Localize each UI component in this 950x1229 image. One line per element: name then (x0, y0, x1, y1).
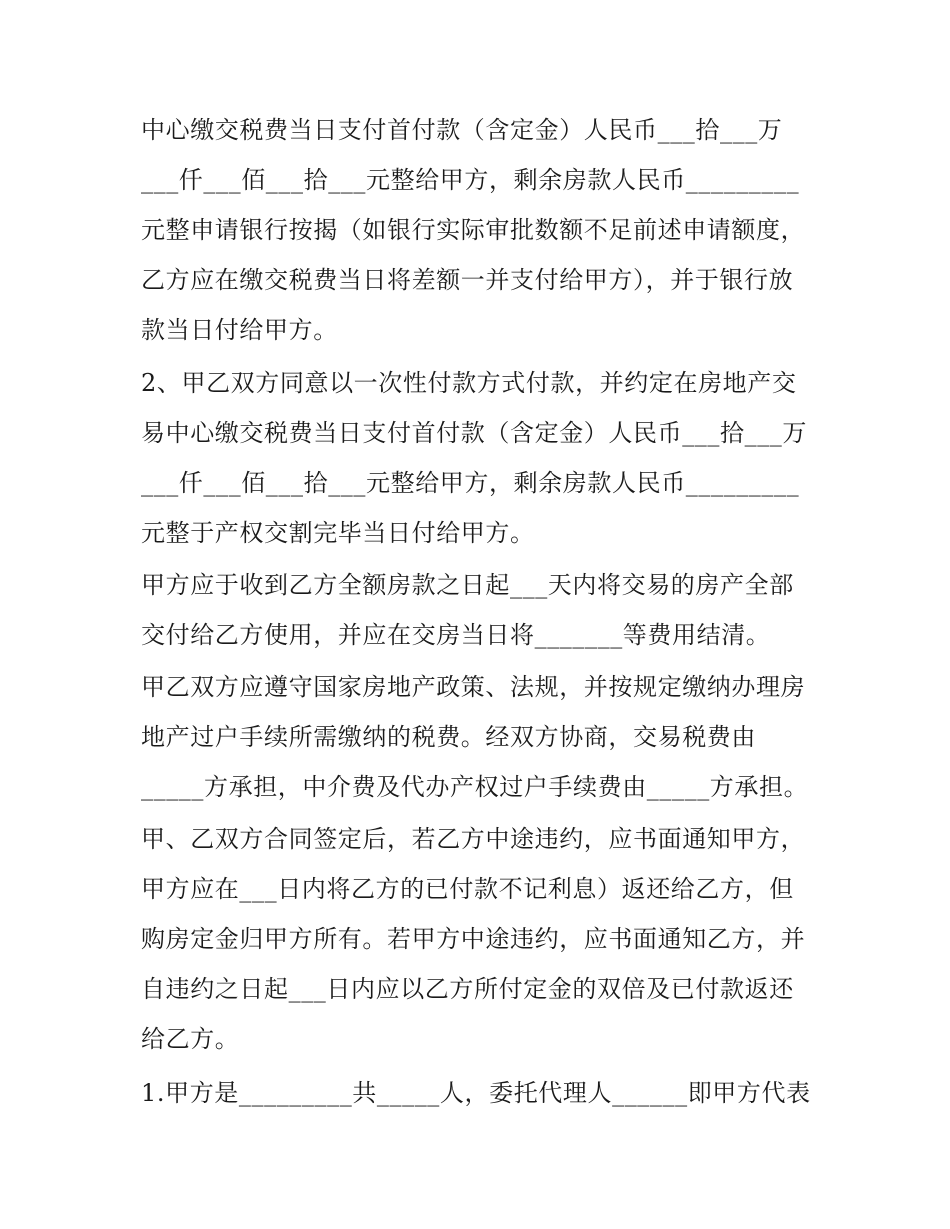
text-line: 甲、乙双方合同签定后，若乙方中途违约，应书面通知甲方， (141, 825, 806, 853)
text-line: 交付给乙方使用，并应在交房当日将_______等费用结清。 (141, 621, 771, 649)
text-line: 易中心缴交税费当日支付首付款（含定金）人民币___拾___万 (141, 419, 807, 447)
text-line: 购房定金归甲方所有。若甲方中途违约，应书面通知乙方，并 (141, 925, 806, 953)
text-line: 自违约之日起___日内应以乙方所付定金的双倍及已付款返还 (141, 975, 794, 1003)
text-line: 2、甲乙双方同意以一次性付款方式付款，并约定在房地产交 (141, 369, 797, 397)
text-line: ___仟___佰___拾___元整给甲方，剩余房款人民币_________ (141, 166, 800, 194)
text-line: _____方承担，中介费及代办产权过户手续费由_____方承担。 (141, 773, 809, 801)
text-line: 元整于产权交割完毕当日付给甲方。 (141, 519, 535, 547)
text-line: 甲方应于收到乙方全额房款之日起___天内将交易的房产全部 (141, 571, 794, 599)
text-line: 给乙方。 (141, 1025, 240, 1053)
text-line: 乙方应在缴交税费当日将差额一并支付给甲方），并于银行放 (141, 266, 794, 294)
text-line: 1.甲方是_________共_____人，委托代理人______即甲方代表 (141, 1079, 811, 1107)
text-line: 款当日付给甲方。 (141, 316, 338, 344)
text-line: 地产过户手续所需缴纳的税费。经双方协商，交易税费由 (141, 723, 756, 751)
text-line: 元整申请银行按揭（如银行实际审批数额不足前述申请额度， (141, 216, 806, 244)
text-line: ___仟___佰___拾___元整给甲方，剩余房款人民币_________ (141, 469, 800, 497)
text-line: 甲方应在___日内将乙方的已付款不记利息）返还给乙方，但 (141, 875, 794, 903)
text-line: 中心缴交税费当日支付首付款（含定金）人民币___拾___万 (141, 116, 783, 144)
text-line: 甲乙双方应遵守国家房地产政策、法规，并按规定缴纳办理房 (141, 673, 806, 701)
